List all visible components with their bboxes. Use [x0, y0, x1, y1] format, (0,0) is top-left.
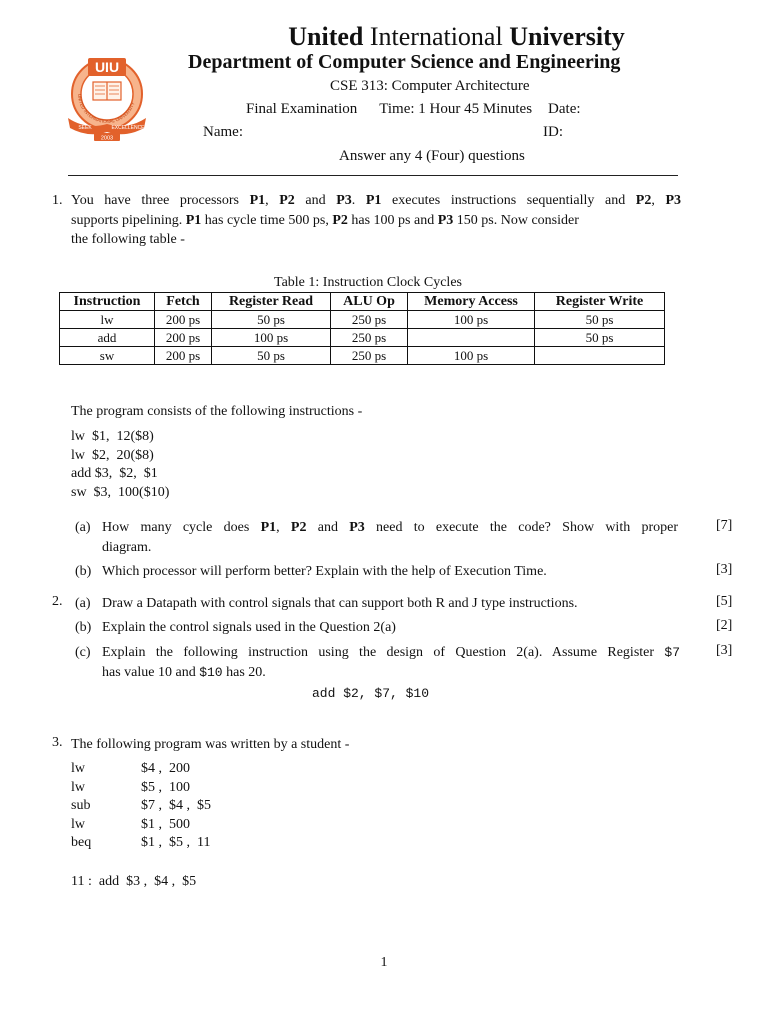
q1-program	[71, 429, 169, 503]
q2a-text: Draw a Datapath with control signals that can support both R and J type instructions.	[102, 596, 578, 611]
th-register-write: Register Write	[535, 293, 665, 311]
q1-line-3: the following table -	[71, 232, 185, 247]
opcode: sub	[71, 798, 91, 813]
instruction-clock-table	[59, 292, 665, 365]
exam-time: Time: 1 Hour 45 Minutes	[379, 101, 533, 117]
operands: $1 , $5 , 11	[141, 835, 211, 850]
q2b-text: Explain the control signals used in the Question 2(a)	[102, 620, 396, 635]
code-line	[71, 835, 211, 854]
id-label: ID:	[543, 124, 563, 140]
q1a-p1: P1	[260, 520, 277, 535]
opcode: lw	[71, 761, 85, 776]
table-cell: 100 ps	[212, 329, 331, 347]
q1-line-1	[71, 191, 681, 211]
q1-l1-p2: P2	[279, 193, 295, 208]
q2c-label: (c)	[75, 645, 91, 660]
table-cell: 50 ps	[535, 329, 665, 347]
q1b-marks: [3]	[716, 562, 733, 577]
name-label: Name:	[203, 124, 243, 140]
q1a-line-1	[102, 518, 678, 538]
q2c-l2-text: has value 10 and	[102, 664, 200, 680]
q1a-label: (a)	[75, 520, 91, 535]
table-cell: 250 ps	[331, 329, 408, 347]
q1a-p2: P2	[290, 520, 307, 535]
q1a-text	[102, 518, 678, 557]
exam-type: Final Examination	[246, 101, 358, 117]
code-line	[71, 761, 211, 780]
q2b-marks: [2]	[716, 618, 733, 633]
opcode: lw	[71, 779, 85, 795]
table-cell: add	[60, 329, 155, 347]
uni-name-bold-2: University	[509, 22, 625, 51]
th-instruction: Instruction	[60, 293, 155, 311]
exam-date-label: Date:	[548, 101, 581, 117]
q2a-label: (a)	[75, 596, 91, 611]
q1-l1-t2: ,	[265, 193, 280, 208]
operands: $7 , $4 , $5	[141, 798, 211, 813]
operands: $1 , 500	[141, 816, 190, 832]
q2b-label: (b)	[75, 620, 92, 635]
q1-l1-p2b: P2	[635, 193, 652, 208]
uni-name-middle: International	[363, 22, 510, 51]
q1-l1-p1: P1	[249, 193, 266, 208]
th-fetch: Fetch	[155, 293, 212, 311]
table-cell: 200 ps	[155, 347, 212, 365]
operands: $5 , 100	[141, 779, 190, 795]
table-cell: 100 ps	[408, 311, 535, 329]
table-cell: 50 ps	[535, 311, 665, 329]
page-number: 1	[380, 955, 388, 970]
opcode: lw	[71, 816, 85, 832]
q1-l1-t6: .	[351, 193, 366, 208]
q1-l2-t6: 150 ps. Now consider	[453, 212, 579, 228]
svg-text:EXCELLENCE: EXCELLENCE	[111, 125, 145, 131]
table-cell: 100 ps	[408, 347, 535, 365]
q2c-line-1	[102, 643, 680, 663]
q2c-marks: [3]	[716, 643, 733, 658]
q1-l2-p1: P1	[185, 212, 202, 228]
q1a-t4: and	[306, 520, 350, 535]
q1-l1-t8: executes instructions sequentially and	[381, 193, 636, 208]
q3-program	[71, 761, 211, 854]
table-cell: 200 ps	[155, 311, 212, 329]
q1a-marks: [7]	[716, 518, 733, 533]
table-header-row	[60, 293, 665, 311]
svg-text:SEEK: SEEK	[78, 125, 92, 131]
code-line	[71, 780, 211, 799]
table-cell	[535, 347, 665, 365]
q1b-label: (b)	[75, 564, 92, 579]
table-row	[60, 329, 665, 347]
table-cell: 250 ps	[331, 311, 408, 329]
q1-l1-t0: You have three processors	[71, 193, 250, 208]
opcode: beq	[71, 835, 92, 850]
q1a-p3: P3	[349, 520, 365, 535]
svg-text:UIU: UIU	[94, 59, 120, 75]
q1-l2-t0: supports pipelining.	[71, 212, 186, 228]
code-line: lw $1, 12($8)	[71, 429, 154, 444]
q1a-t2: ,	[276, 520, 291, 535]
exam-instruction: Answer any 4 (Four) questions	[339, 148, 525, 164]
table-cell: 250 ps	[331, 347, 408, 365]
table-row	[60, 311, 665, 329]
q1-l2-p2: P2	[332, 212, 348, 228]
q1-line-2	[71, 211, 681, 231]
q2c-reg-2: $10	[199, 664, 223, 680]
table-cell: 50 ps	[212, 347, 331, 365]
code-line: lw $2, 20($8)	[71, 447, 154, 463]
q1-l1-t10: ,	[651, 193, 666, 208]
q2c-text	[102, 643, 680, 682]
th-register-read: Register Read	[212, 293, 331, 311]
q1-l2-t4: has 100 ps and	[347, 212, 438, 228]
svg-text:UNITED INTERNATIONAL UNIVERSIT: UNITED INTERNATIONAL UNIVERSITY	[76, 93, 136, 125]
header-divider	[68, 175, 678, 176]
table-cell: sw	[60, 347, 155, 365]
q2c-line-2	[102, 663, 680, 683]
course-title: CSE 313: Computer Architecture	[330, 78, 530, 94]
code-line	[71, 798, 211, 817]
q1a-t6: need to execute the code? Show with proper	[364, 520, 679, 535]
table-cell: lw	[60, 311, 155, 329]
department-title: Department of Computer Science and Engineering	[188, 51, 621, 73]
q1-l2-p3: P3	[437, 212, 454, 228]
university-name	[0, 22, 768, 52]
exam-info-line	[246, 101, 581, 118]
th-alu-op: ALU Op	[331, 293, 408, 311]
q1-l1-t4: and	[294, 193, 337, 208]
university-logo	[64, 52, 150, 144]
code-line: sw $3, 100($10)	[71, 484, 170, 500]
q2c-reg-1: $7	[664, 645, 680, 660]
q2c-l2-post: has 20.	[222, 664, 266, 680]
q2-number: 2.	[52, 594, 63, 609]
table-row	[60, 347, 665, 365]
q1b-text: Which processor will perform better? Explain with the help of Execution Time.	[102, 564, 547, 579]
q1-l1-p3b: P3	[665, 193, 682, 208]
table-cell	[408, 329, 535, 347]
q1-number: 1.	[52, 193, 63, 208]
q3-intro: The following program was written by a student -	[71, 737, 350, 752]
q1-program-intro: The program consists of the following instructions -	[71, 404, 363, 419]
code-line	[71, 817, 211, 836]
code-line: add $3, $2, $1	[71, 466, 158, 481]
th-memory-access: Memory Access	[408, 293, 535, 311]
q2a-marks: [5]	[716, 594, 733, 609]
q1a-line-2: diagram.	[102, 539, 152, 555]
q1-l1-p3: P3	[336, 193, 352, 208]
operands: $4 , 200	[141, 761, 190, 776]
table-cell: 200 ps	[155, 329, 212, 347]
q3-label-line: 11 : add $3 , $4 , $5	[71, 874, 197, 889]
q1-text	[71, 191, 681, 250]
q2c-l1-text: Explain the following instruction using the design of Question 2(a). Assume Register	[102, 645, 665, 660]
q3-number: 3.	[52, 735, 63, 750]
q1a-t0: How many cycle does	[102, 520, 261, 535]
svg-text:2003: 2003	[100, 135, 114, 142]
uni-name-bold-1: United	[288, 22, 364, 51]
q2c-code: add $2, $7, $10	[312, 686, 430, 701]
q1-l2-t2: has cycle time 500 ps,	[201, 212, 333, 228]
table-cell: 50 ps	[212, 311, 331, 329]
q1-l1-p1b: P1	[365, 193, 382, 208]
table-caption: Table 1: Instruction Clock Cycles	[274, 275, 462, 290]
